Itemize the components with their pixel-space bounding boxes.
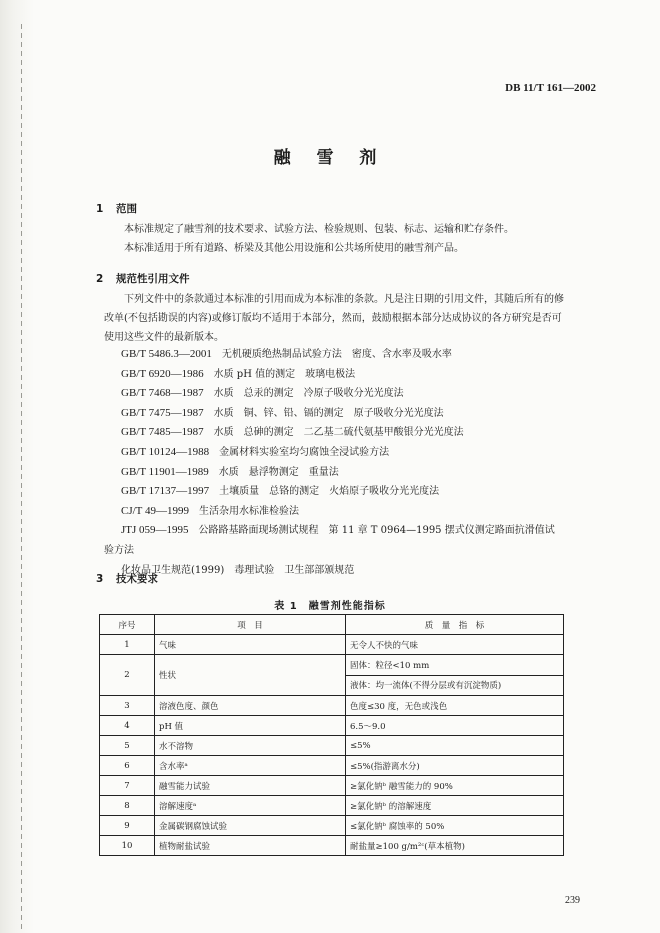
- table-row: [100, 716, 564, 736]
- table-row: [100, 776, 564, 796]
- reference-code: 化妆品卫生规范(1999): [121, 564, 225, 576]
- reference-title: 水质 悬浮物测定 重量法: [218, 466, 339, 478]
- reference-title: 土壤质量 总铬的测定 火焰原子吸收分光光度法: [219, 486, 440, 498]
- reference-title: 无机硬质绝热制品试验方法 密度、含水率及吸水率: [221, 349, 452, 360]
- reference-code: GB/T 7468—1987: [121, 387, 204, 400]
- reference-code: GB/T 10124—1988: [121, 445, 210, 458]
- reference-code: GB/T 5486.3—2001: [121, 348, 212, 360]
- reference-item: [121, 365, 561, 385]
- table-row: [100, 816, 564, 836]
- row-item: 金属碳钢腐蚀试验: [155, 816, 346, 836]
- table-header-row: [100, 615, 564, 635]
- reference-code: CJ/T 49—1999: [121, 504, 189, 517]
- table-row: [100, 796, 564, 816]
- row-item: 含水率ᵃ: [155, 756, 346, 776]
- document-title: 融 雪 剂: [273, 148, 387, 168]
- table-row: [100, 736, 564, 756]
- reference-title-continuation: 验方法: [104, 544, 134, 556]
- section-number: 3: [96, 573, 104, 585]
- header-cell-item: 项 目: [155, 615, 346, 635]
- row-spec: 无令人不快的气味: [346, 635, 564, 655]
- reference-code: GB/T 7485—1987: [121, 426, 204, 439]
- table-caption: 表 1 融雪剂性能指标: [274, 601, 386, 612]
- row-spec: 色度≤30 度，无色或浅色: [346, 696, 564, 716]
- reference-item: [121, 502, 561, 522]
- table-row: [100, 756, 564, 776]
- reference-title: 水质 总汞的测定 冷原子吸收分光光度法: [213, 388, 404, 400]
- section-title: 规范性引用文件: [116, 273, 190, 285]
- row-item: 融雪能力试验: [155, 776, 346, 796]
- performance-spec-table: [99, 614, 564, 856]
- row-item: pH 值: [155, 716, 346, 736]
- reference-code: GB/T 11901—1989: [121, 465, 209, 478]
- section-number: 1: [96, 203, 104, 215]
- table-row: [100, 696, 564, 716]
- section-1-paragraph: 本标准适用于所有道路、桥梁及其他公用设施和公共场所使用的融雪剂产品。: [124, 243, 464, 254]
- row-item: 溶液色度、颜色: [155, 696, 346, 716]
- reference-title: 水质 铜、锌、铅、镉的测定 原子吸收分光光度法: [213, 407, 444, 419]
- reference-item: [121, 345, 561, 365]
- table-row: [100, 655, 564, 676]
- row-spec: ≤5%(指游离水分): [346, 756, 564, 776]
- row-spec: 液体：均一流体(不得分层或有沉淀物质): [346, 675, 564, 696]
- section-2-intro: 下列文件中的条款通过本标准的引用而成为本标准的条款。凡是注日期的引用文件，其随后所有的修改单(不包括勘误的内容)或修订版均不适用于本部分，然而，鼓励根据本部分达成协议的各方研究是否可使用这些文件的最新版本。: [104, 294, 564, 343]
- reference-code: GB/T 17137—1997: [121, 485, 210, 498]
- standard-code: DB 11/T 161—2002: [505, 82, 596, 94]
- reference-item: [121, 404, 561, 424]
- reference-code: JTJ 059—1995: [121, 524, 189, 537]
- reference-title: 毒理试验 卫生部部颁规范: [234, 564, 355, 576]
- row-number: 5: [100, 736, 155, 756]
- row-item: 气味: [155, 635, 346, 655]
- section-title: 技术要求: [116, 573, 158, 585]
- section-2-heading: [96, 271, 190, 286]
- row-number: 1: [100, 635, 155, 655]
- header-cell-no: 序号: [100, 615, 155, 635]
- section-title: 范围: [116, 203, 137, 215]
- row-item: 溶解速度ᵃ: [155, 796, 346, 816]
- section-3-heading: [96, 571, 158, 586]
- row-number: 7: [100, 776, 155, 796]
- reference-item: [121, 423, 561, 443]
- table-row: [100, 635, 564, 655]
- page-binding-shadow: [0, 0, 34, 933]
- section-number: 2: [96, 273, 104, 285]
- row-item: 植物耐盐试验: [155, 836, 346, 856]
- reference-title: 水质 pH 值的测定 玻璃电极法: [213, 368, 356, 380]
- row-spec: ≥氯化钠ᵇ 融雪能力的 90%: [346, 776, 564, 796]
- reference-item: [121, 384, 561, 404]
- row-number: 2: [100, 655, 155, 696]
- row-number: 9: [100, 816, 155, 836]
- reference-title: 公路路基路面现场测试规程 第 11 章 T 0964—1995 摆式仪测定路面抗滑值试: [198, 525, 555, 537]
- row-item: 水不溶物: [155, 736, 346, 756]
- row-number: 10: [100, 836, 155, 856]
- header-cell-spec: 质 量 指 标: [346, 615, 564, 635]
- row-spec: ≤氯化钠ᵇ 腐蚀率的 50%: [346, 816, 564, 836]
- reference-list: [104, 345, 561, 580]
- row-number: 6: [100, 756, 155, 776]
- section-1-paragraph: 本标准规定了融雪剂的技术要求、试验方法、检验规则、包装、标志、运输和贮存条件。: [124, 224, 514, 235]
- reference-item: [104, 521, 561, 560]
- reference-code: GB/T 6920—1986: [121, 367, 204, 380]
- row-number: 8: [100, 796, 155, 816]
- reference-title: 水质 总砷的测定 二乙基二硫代氨基甲酸银分光光度法: [213, 427, 464, 439]
- row-item: 性状: [155, 655, 346, 696]
- reference-item: [121, 482, 561, 502]
- section-1-heading: [96, 201, 137, 216]
- reference-code: GB/T 7475—1987: [121, 406, 204, 419]
- row-spec: 耐盐量≥100 g/m²ᶜ(草本植物): [346, 836, 564, 856]
- reference-title: 生活杂用水标准检验法: [198, 505, 299, 517]
- row-spec: ≥氯化钠ᵇ 的溶解速度: [346, 796, 564, 816]
- table-row: [100, 836, 564, 856]
- page-number: 239: [565, 895, 580, 906]
- row-spec: 固体：粒径<10 mm: [346, 655, 564, 676]
- reference-item: [121, 561, 561, 581]
- row-number: 3: [100, 696, 155, 716]
- reference-item: [121, 463, 561, 483]
- row-spec: ≤5%: [346, 736, 564, 756]
- reference-item: [121, 443, 561, 463]
- row-number: 4: [100, 716, 155, 736]
- row-spec: 6.5～9.0: [346, 716, 564, 736]
- reference-title: 金属材料实验室均匀腐蚀全浸试验方法: [219, 446, 390, 458]
